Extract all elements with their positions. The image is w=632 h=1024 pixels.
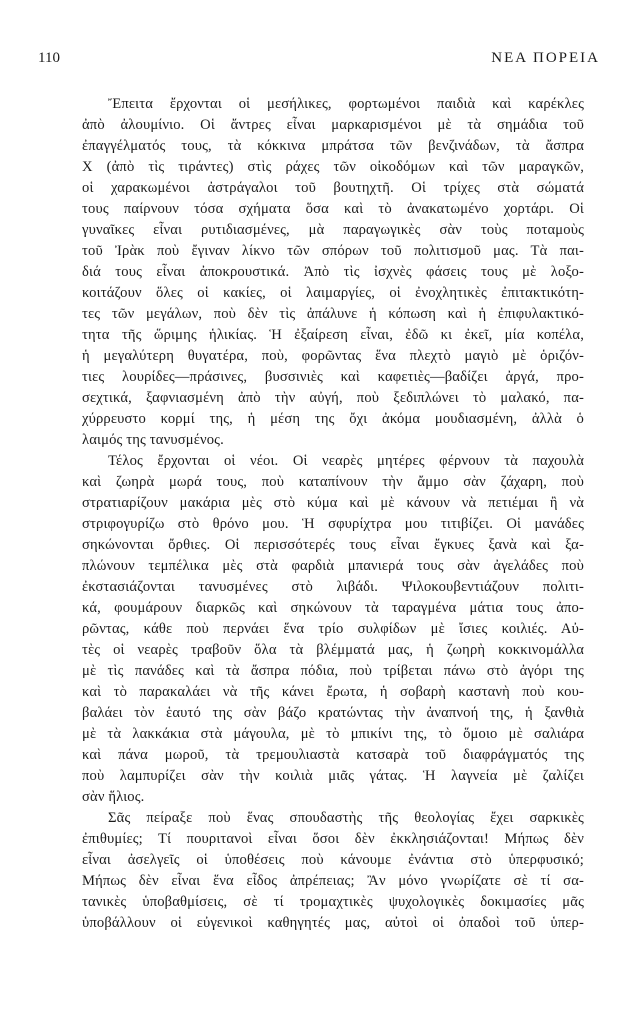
text-line: τες τῶν μεγάλων, ποὺ δὲν τὶς ἀπάλυνε ἡ κόπωση καὶ ἡ ἐπιφυλακτικό-: [82, 306, 584, 322]
text-line: τὲς οἱ νεαρὲς τραβοῦν ὅλα τὰ βλέμματά μας, ἡ ζωηρὴ κοκκινομάλλα: [82, 642, 584, 658]
text-line: τητα τῆς ὥριμης ἡλικίας. Ἡ ἐξαίρεση εἶναι, ἐδῶ κι ἐκεῖ, μία κοπέλα,: [82, 327, 584, 343]
text-line: πλώνουν τεμπέλικα μὲς στὰ φαρδιὰ μπανιερά τους σὰν ἀγελάδες ποὺ: [82, 558, 584, 574]
text-line: τους παίρνουν τόσα σχήματα ὅσα καὶ τὸ ἀνακατωμένο χορτάρι. Οἱ: [82, 201, 584, 217]
text-line: καὶ ζωηρὰ μωρά τους, ποὺ καταπίνουν τὴν ἄμμο σὰν ζάχαρη, ποὺ: [82, 474, 584, 490]
text-line: Χ (ἀπὸ τὶς τιράντες) στὶς ράχες τῶν οἰκοδόμων καὶ τῶν μαραγκῶν,: [82, 159, 584, 175]
text-line: ἐπαγγέλματός τους, τὰ κόκκινα μπράτσα τῶν βενζινάδων, τὰ ἄσπρα: [82, 138, 584, 154]
running-head: ΝΕΑ ΠΟΡΕΙΑ: [491, 50, 600, 66]
text-line: οἱ χαρακωμένοι ἀστράγαλοι τοῦ βουτηχτῆ. Οἱ τρίχες στὰ σώματά: [82, 180, 584, 196]
text-line: ὑποβάλλουν οἱ εὐγενικοὶ καθηγητές μας, αὐτοὶ οἱ ὀπαδοὶ τοῦ ὑπερ-: [82, 915, 584, 931]
text-line: μὲ τὰ λακκάκια στὰ μάγουλα, μὲ τὸ μπικίνι της, τὸ ὅμοιο μὲ σαλιάρα: [82, 726, 584, 742]
text-line: σὰν ἥλιος.: [82, 789, 145, 805]
text-line: σεχτικά, ξαφνιασμένη ἀπὸ τὴν αὐγή, ποὺ ξεδιπλώνει τὸ μαλακό, πα-: [82, 390, 584, 406]
text-line: ποὺ λαμπυρίζει σὰν τὴν κοιλιὰ μιᾶς γάτας. Ἡ λαγνεία μὲ ζαλίζει: [82, 768, 584, 784]
text-line: λαιμός της τανυσμένος.: [82, 432, 224, 448]
page-number: 110: [38, 50, 60, 66]
text-line: Σᾶς πείραξε ποὺ ἕνας σπουδαστὴς τῆς θεολογίας ἔχει σαρκικὲς: [108, 810, 584, 826]
text-line: τιες λουρίδες—πράσινες, βυσσινιὲς καὶ καφετιὲς—βαδίζει ἀργά, προ-: [82, 369, 584, 385]
text-line: διά τους εἶναι ἀποκρουστικά. Ἀπὸ τὶς ἰσχνὲς φάσεις τους μὲ λοξο-: [82, 264, 584, 280]
text-line: κοιτάζουν ὅλες οἱ κακίες, οἱ λαιμαργίες, οἱ ἐνοχλητικὲς ἐπιτακτικότη-: [82, 285, 584, 301]
text-line: κά, φουμάρουν διαρκῶς καὶ σηκώνουν τὰ ταραγμένα μάτια τους ἀπο-: [82, 600, 584, 616]
text-line: ἐκστασιάζονται τανυσμένες στὸ λιβάδι. Ψιλοκουβεντιάζουν πολιτι-: [82, 579, 584, 595]
text-line: βαλάει τὸν ἑαυτό της σὰν βάζο κρατώντας τὴν ἀναπνοή της, ἡ ξανθιὰ: [82, 705, 584, 721]
text-line: χύρρευστο κορμί της, ἡ μέση της ὄχι ἀκόμα μουδιασμένη, ἀλλὰ ὁ: [82, 411, 584, 427]
text-line: σηκώνονται ὄρθιες. Οἱ περισσότερές τους εἶναι ἔγκυες ξανὰ καὶ ξα-: [82, 537, 584, 553]
text-line: καὶ τὸ παρακαλάει νὰ τῆς κάνει ἔρωτα, ἡ σοβαρὴ καστανὴ ποὺ κου-: [82, 684, 584, 700]
body-text: [82, 94, 584, 934]
page-header: [38, 50, 600, 74]
paragraph-1: [82, 94, 584, 451]
text-line: ἐπιθυμίες; Τί πουριτανοὶ εἶναι ὅσοι δὲν ἐκκλησιάζονται! Μήπως δὲν: [82, 831, 584, 847]
text-line: τανικὲς ὑποβαθμίσεις, σὲ τί τρομαχτικὲς ψυχολογικὲς δοκιμασίες μᾶς: [82, 894, 584, 910]
text-line: τοῦ Ἰρὰκ ποὺ ἔγιναν λίκνο τῶν σπόρων τοῦ πολιτισμοῦ μας. Τὰ παι-: [82, 243, 584, 259]
text-line: καὶ πάνα μωροῦ, τὰ τρεμουλιαστὰ κατσαρὰ τοῦ διαφράγματός της: [82, 747, 584, 763]
text-line: Μήπως δὲν εἶναι ἕνα εἶδος ἀπρέπειας; Ἂν μόνο γνωρίζατε σὲ τί σα-: [82, 873, 584, 889]
text-line: γυναῖκες εἶναι ρυτιδιασμένες, μὰ παραγωγικὲς σὰν τοὺς ποταμοὺς: [82, 222, 584, 238]
text-line: ἡ μεγαλύτερη θυγατέρα, ποὺ, φορῶντας ἕνα πλεχτὸ μαγιὸ μὲ ὁριζόν-: [82, 348, 584, 364]
text-line: ἀπὸ ἀλουμίνιο. Οἱ ἄντρες εἶναι μαρκαρισμένοι μὲ τὰ σημάδια τοῦ: [82, 117, 584, 133]
paragraph-2: [82, 451, 584, 808]
text-line: στρατιαρίζουν μακάρια μὲς στὸ κύμα καὶ μὲ κάνουν νὰ πετιέμαι ἢ νὰ: [82, 495, 584, 511]
text-line: εἶναι ἀσελγεῖς οἱ ὑποθέσεις ποὺ κάνουμε ἐνάντια στὸ ὑπερφυσικό;: [82, 852, 584, 868]
text-line: ρῶντας, κάθε ποὺ περνάει ἕνα τρίο συλφίδων μὲ ἴσιες κοιλιές. Αὐ-: [82, 621, 584, 637]
text-line: Ἔπειτα ἔρχονται οἱ μεσήλικες, φορτωμένοι παιδιὰ καὶ καρέκλες: [108, 96, 584, 112]
paragraph-3: [82, 808, 584, 934]
text-line: στριφογυρίζω στὸ θρόνο μου. Ἡ σφυρίχτρα μου τιτιβίζει. Οἱ μανάδες: [82, 516, 584, 532]
text-line: Τέλος ἔρχονται οἱ νέοι. Οἱ νεαρὲς μητέρες φέρνουν τὰ παχουλὰ: [108, 453, 584, 469]
text-line: μὲ τὶς πανάδες καὶ τὰ ἄσπρα πόδια, ποὺ τρίβεται πάνω στὸ ἀγόρι της: [82, 663, 584, 679]
